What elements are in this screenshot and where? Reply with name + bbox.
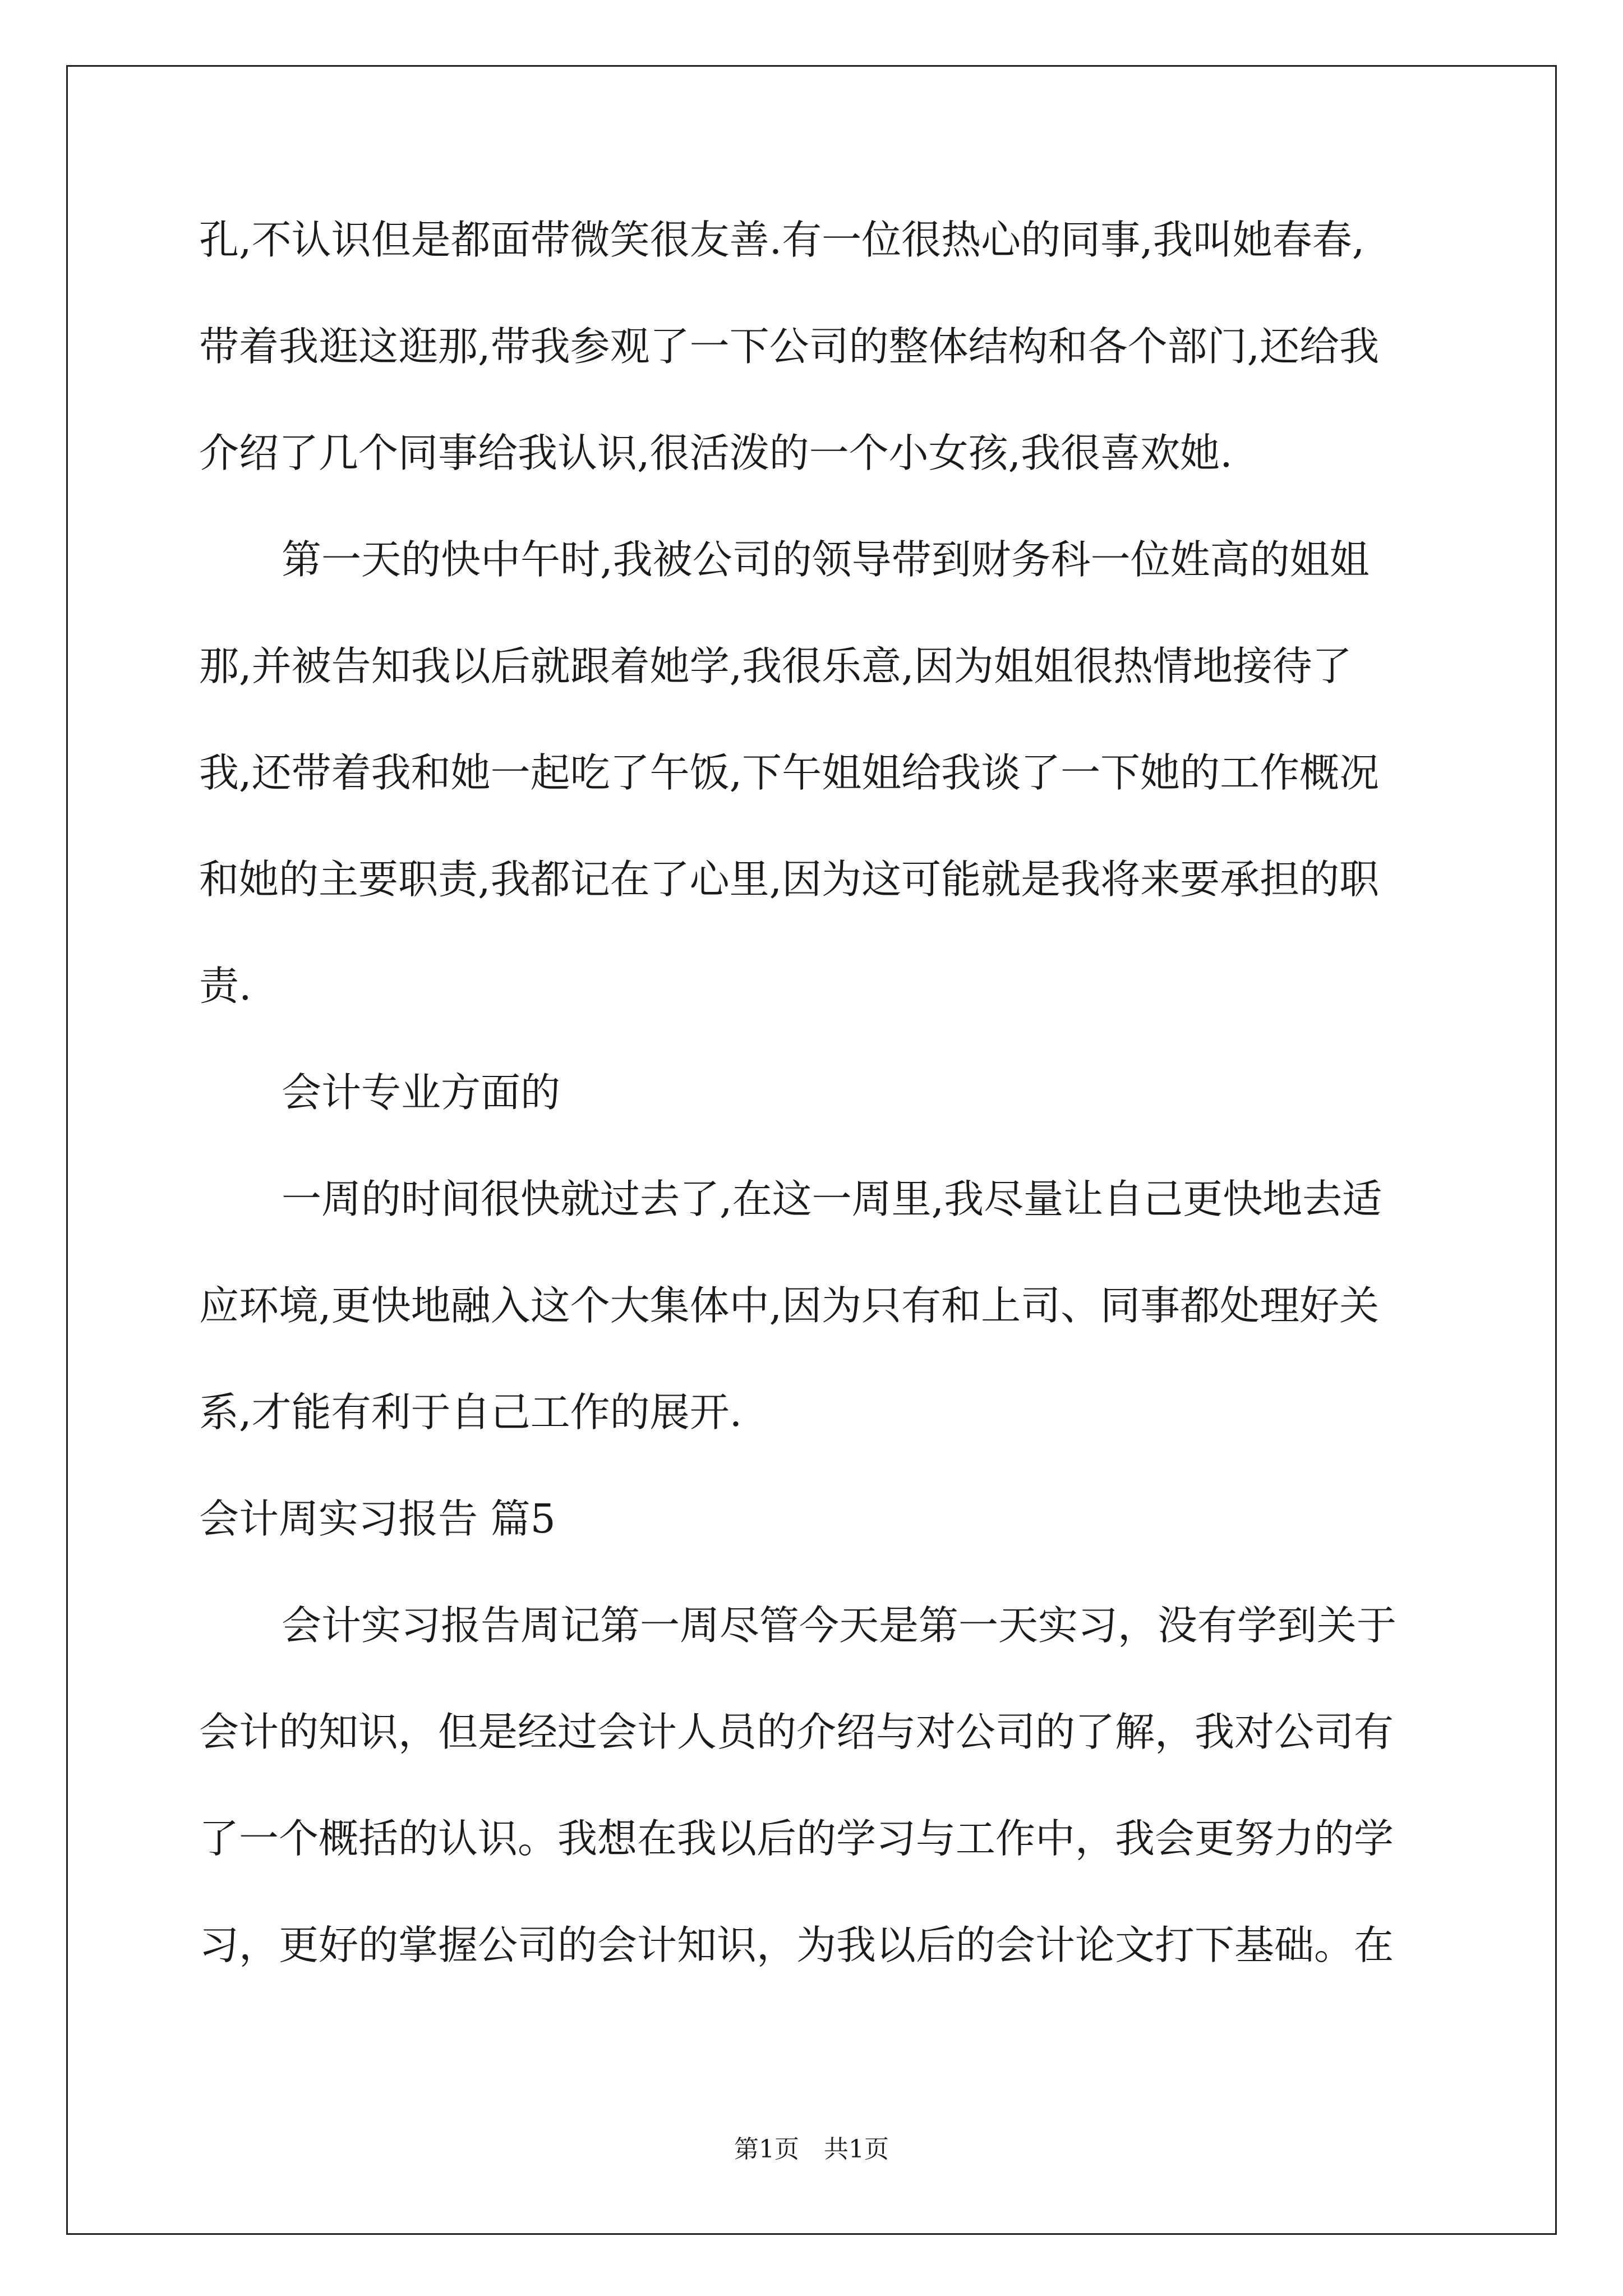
text-line: 第一天的快中午时,我被公司的领导带到财务科一位姓高的姐姐 (282, 536, 1370, 583)
text-line: 我,还带着我和她一起吃了午饭,下午姐姐给我谈了一下她的工作概况 (199, 749, 1380, 796)
text-line: 带着我逛这逛那,带我参观了一下公司的整体结构和各个部门,还给我 (199, 323, 1380, 370)
text-line: 责. (199, 963, 252, 1009)
page-footer: 第1页 共1页 (734, 2135, 889, 2164)
document-body (199, 187, 1422, 1999)
text-line: 介绍了几个同事给我认识,很活泼的一个小女孩,我很喜欢她. (199, 430, 1233, 476)
text-line: 和她的主要职责,我都记在了心里,因为这可能就是我将来要承担的职 (199, 856, 1380, 903)
text-line: 了一个概括的认识。我想在我以后的学习与工作中，我会更努力的学 (199, 1815, 1394, 1862)
text-line: 习，更好的掌握公司的会计知识，为我以后的会计论文打下基础。在 (199, 1922, 1394, 1968)
text-line: 会计实习报告周记第一周尽管今天是第一天实习，没有学到关于 (282, 1602, 1397, 1649)
section-heading: 会计周实习报告 篇5 (199, 1496, 556, 1542)
text-line: 那,并被告知我以后就跟着她学,我很乐意,因为姐姐很热情地接待了 (199, 643, 1352, 689)
text-line: 孔,不认识但是都面带微笑很友善.有一位很热心的同事,我叫她春春, (199, 217, 1365, 263)
section-subheading: 会计专业方面的 (282, 1069, 561, 1116)
text-line: 一周的时间很快就过去了,在这一周里,我尽量让自己更快地去适 (282, 1176, 1382, 1222)
text-line: 会计的知识，但是经过会计人员的介绍与对公司的了解，我对公司有 (199, 1709, 1394, 1755)
text-line: 系,才能有利于自己工作的展开. (199, 1389, 743, 1435)
text-line: 应环境,更快地融入这个大集体中,因为只有和上司、同事都处理好关 (199, 1282, 1380, 1329)
